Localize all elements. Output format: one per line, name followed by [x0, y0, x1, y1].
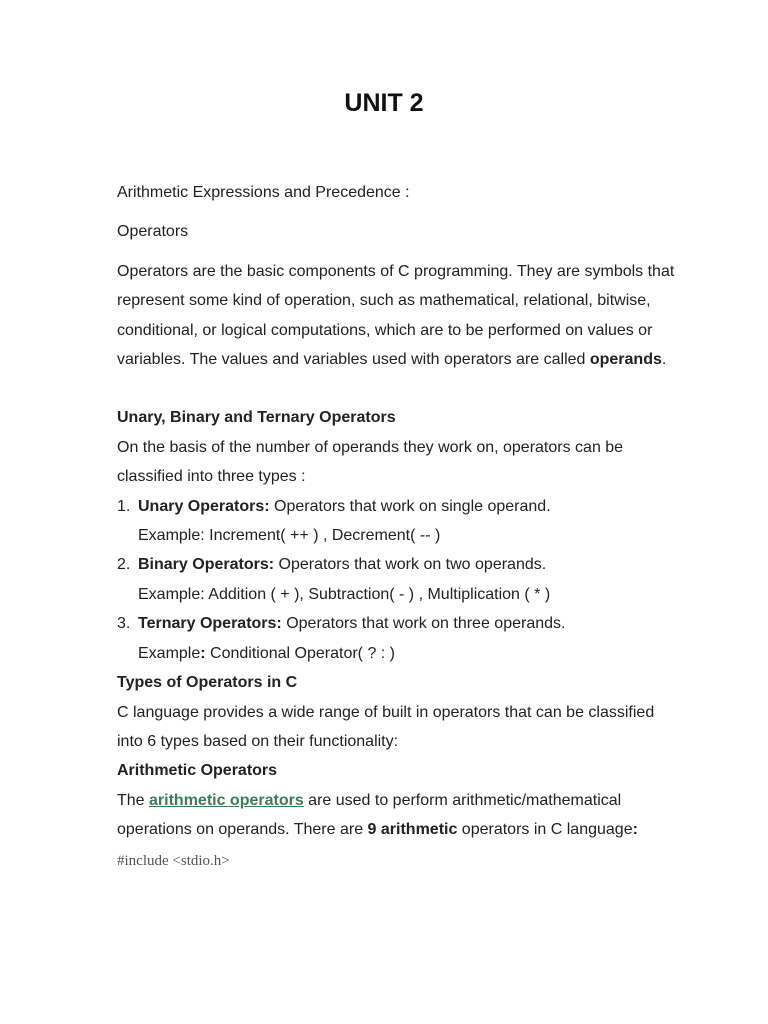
- arithmetic-operators-link[interactable]: arithmetic operators: [149, 791, 304, 809]
- list-item-desc: Operators that work on three operands.: [281, 615, 566, 633]
- arith-pre: The: [117, 791, 150, 809]
- arith-post: operators in C language: [457, 821, 633, 839]
- arithmetic-operators-heading: Arithmetic Operators: [117, 762, 278, 780]
- list-item-term: Binary Operators:: [138, 556, 275, 574]
- arithmetic-paragraph: [117, 786, 677, 845]
- example-label: Example: [138, 644, 201, 662]
- document-body: [117, 178, 677, 876]
- list-item: [117, 550, 677, 609]
- list-item-term: Ternary Operators:: [138, 615, 282, 633]
- operators-heading: Operators: [117, 223, 189, 241]
- arith-colon: :: [632, 821, 638, 839]
- code-include-line: #include <stdio.h>: [117, 852, 230, 869]
- operator-types-list: [117, 492, 677, 668]
- list-item: [117, 609, 677, 668]
- example-label: Example:: [138, 527, 210, 545]
- example-label: Example:: [138, 585, 209, 603]
- classification-paragraph: On the basis of the number of operands they work on, operators can be classified into three types :: [117, 438, 624, 486]
- types-of-operators-heading: Types of Operators in C: [117, 674, 298, 692]
- unary-binary-ternary-heading: Unary, Binary and Ternary Operators: [117, 409, 396, 427]
- arith-mid: are used to perform arithmetic/mathematical operations on operands. There are: [117, 791, 622, 839]
- example-text: Increment( ++ ) , Decrement( -- ): [209, 527, 441, 545]
- list-item: [117, 492, 677, 551]
- example-text: Addition ( + ), Subtraction( - ) , Multiplication ( * ): [208, 585, 551, 603]
- section-subtitle: Arithmetic Expressions and Precedence :: [117, 184, 410, 201]
- intro-end: .: [661, 351, 667, 369]
- list-number: 2.: [117, 556, 131, 574]
- intro-text: Operators are the basic components of C programming. They are symbols that represent some kind of operation, such as mathematical, relational, bitwise, conditional, or logical computations, which are to be performed on values or variables. The values and variables used with operators are called: [117, 262, 675, 369]
- list-item-desc: Operators that work on two operands.: [274, 556, 547, 574]
- list-item-desc: Operators that work on single operand.: [269, 497, 551, 515]
- types-paragraph: C language provides a wide range of built in operators that can be classified into 6 types based on their functionality:: [117, 703, 655, 750]
- list-item-term: Unary Operators:: [138, 497, 270, 515]
- list-number: 3.: [117, 615, 131, 633]
- example-text: Conditional Operator( ? : ): [205, 644, 395, 662]
- operands-term: operands: [589, 351, 662, 369]
- arith-count: 9 arithmetic: [367, 821, 458, 839]
- page-title: UNIT 2: [344, 89, 424, 117]
- intro-paragraph: [117, 257, 677, 375]
- example-colon: :: [200, 644, 206, 662]
- list-number: 1.: [117, 497, 131, 515]
